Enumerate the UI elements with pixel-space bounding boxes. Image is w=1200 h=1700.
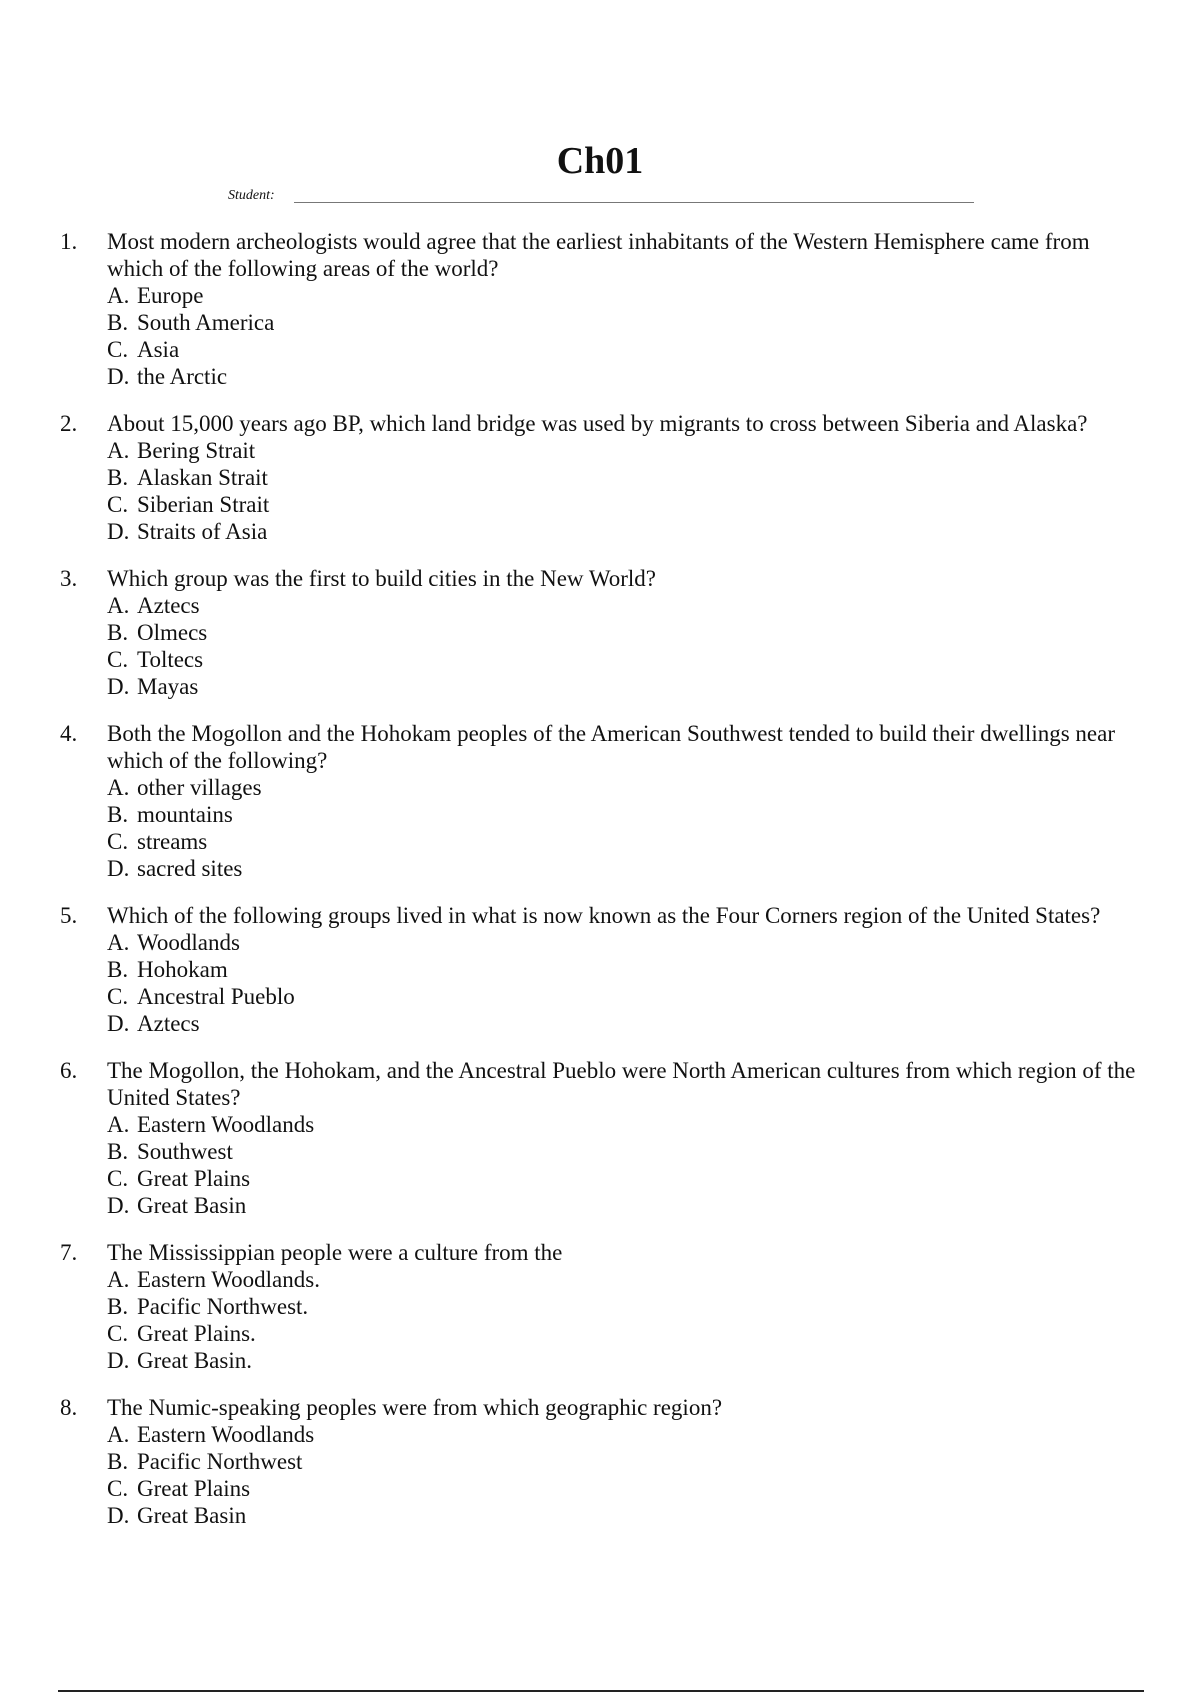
choice-text: Olmecs xyxy=(137,620,208,645)
answer-choice[interactable] xyxy=(107,1138,1140,1165)
answer-choice[interactable] xyxy=(107,282,1140,309)
question-text: The Mississippian people were a culture from the xyxy=(107,1240,563,1265)
choice-letter: A. xyxy=(107,1267,130,1292)
choice-text: Eastern Woodlands. xyxy=(137,1267,320,1292)
choice-letter: D. xyxy=(107,519,130,544)
question-list xyxy=(60,228,1140,1549)
question-item xyxy=(60,720,1140,882)
answer-choice[interactable] xyxy=(107,828,1140,855)
question-body xyxy=(107,1394,1140,1529)
answer-choice[interactable] xyxy=(107,363,1140,390)
footer-divider xyxy=(58,1690,1144,1692)
choice-letter: B. xyxy=(107,620,129,645)
question-item xyxy=(60,902,1140,1037)
answer-choice[interactable] xyxy=(107,1266,1140,1293)
question-number: 3. xyxy=(60,566,78,591)
question-number: 8. xyxy=(60,1395,78,1420)
question-body xyxy=(107,228,1140,390)
question-text: The Mogollon, the Hohokam, and the Ancestral Pueblo were North American cultures from which region of the United States? xyxy=(107,1058,1136,1110)
question-number: 4. xyxy=(60,721,78,746)
choice-letter: B. xyxy=(107,957,129,982)
question-text: Which of the following groups lived in what is now known as the Four Corners region of the United States? xyxy=(107,903,1101,928)
answer-choice[interactable] xyxy=(107,1320,1140,1347)
choice-letter: A. xyxy=(107,593,130,618)
choice-text: Eastern Woodlands xyxy=(137,1112,315,1137)
choice-letter: C. xyxy=(107,1166,129,1191)
question-text: Most modern archeologists would agree that the earliest inhabitants of the Western Hemisphere came from which of the following areas of the world? xyxy=(107,229,1090,281)
answer-choices xyxy=(107,282,1140,390)
choice-letter: B. xyxy=(107,802,129,827)
answer-choice[interactable] xyxy=(107,1010,1140,1037)
choice-letter: B. xyxy=(107,1139,129,1164)
question-body xyxy=(107,410,1140,545)
choice-letter: D. xyxy=(107,674,130,699)
answer-choice[interactable] xyxy=(107,801,1140,828)
choice-letter: C. xyxy=(107,492,129,517)
answer-choice[interactable] xyxy=(107,1421,1140,1448)
question-text: The Numic-speaking peoples were from which geographic region? xyxy=(107,1395,723,1420)
answer-choices xyxy=(107,437,1140,545)
answer-choice[interactable] xyxy=(107,592,1140,619)
question-body xyxy=(107,565,1140,700)
question-item xyxy=(60,228,1140,390)
choice-text: Southwest xyxy=(137,1139,233,1164)
choice-text: Mayas xyxy=(137,674,199,699)
answer-choices xyxy=(107,929,1140,1037)
choice-text: Asia xyxy=(137,337,180,362)
choice-text: Straits of Asia xyxy=(137,519,268,544)
answer-choices xyxy=(107,1111,1140,1219)
answer-choice[interactable] xyxy=(107,1448,1140,1475)
choice-text: Siberian Strait xyxy=(137,492,270,517)
choice-text: Aztecs xyxy=(137,1011,200,1036)
question-item xyxy=(60,1057,1140,1219)
answer-choice[interactable] xyxy=(107,619,1140,646)
choice-text: the Arctic xyxy=(137,364,228,389)
question-item xyxy=(60,565,1140,700)
student-name-line[interactable] xyxy=(294,202,974,203)
answer-choice[interactable] xyxy=(107,1165,1140,1192)
choice-letter: C. xyxy=(107,1476,129,1501)
choice-letter: A. xyxy=(107,438,130,463)
question-item xyxy=(60,1394,1140,1529)
answer-choices xyxy=(107,592,1140,700)
question-body xyxy=(107,720,1140,882)
choice-letter: A. xyxy=(107,930,130,955)
choice-letter: C. xyxy=(107,1321,129,1346)
choice-text: Europe xyxy=(137,283,204,308)
choice-text: sacred sites xyxy=(137,856,243,881)
choice-text: Great Basin xyxy=(137,1503,247,1528)
choice-letter: D. xyxy=(107,1348,130,1373)
choice-text: South America xyxy=(137,310,275,335)
answer-choices xyxy=(107,1266,1140,1374)
choice-letter: D. xyxy=(107,856,130,881)
choice-letter: C. xyxy=(107,984,129,1009)
choice-text: Great Basin. xyxy=(137,1348,252,1373)
answer-choice[interactable] xyxy=(107,437,1140,464)
choice-text: Great Plains. xyxy=(137,1321,256,1346)
student-label: Student: xyxy=(228,188,275,203)
answer-choices xyxy=(107,1421,1140,1529)
answer-choice[interactable] xyxy=(107,464,1140,491)
choice-letter: C. xyxy=(107,829,129,854)
choice-letter: D. xyxy=(107,364,130,389)
choice-letter: B. xyxy=(107,310,129,335)
question-item xyxy=(60,410,1140,545)
answer-choice[interactable] xyxy=(107,983,1140,1010)
choice-text: Aztecs xyxy=(137,593,200,618)
choice-letter: A. xyxy=(107,1112,130,1137)
answer-choice[interactable] xyxy=(107,673,1140,700)
question-text: About 15,000 years ago BP, which land bridge was used by migrants to cross between Siberia and Alaska? xyxy=(107,411,1088,436)
question-number: 1. xyxy=(60,229,78,254)
question-number: 7. xyxy=(60,1240,78,1265)
choice-text: Pacific Northwest xyxy=(137,1449,303,1474)
choice-text: Pacific Northwest. xyxy=(137,1294,309,1319)
choice-letter: D. xyxy=(107,1503,130,1528)
choice-letter: A. xyxy=(107,1422,130,1447)
question-text: Both the Mogollon and the Hohokam peoples of the American Southwest tended to build their dwellings near which of the following? xyxy=(107,721,1115,773)
answer-choice[interactable] xyxy=(107,929,1140,956)
answer-choice[interactable] xyxy=(107,956,1140,983)
choice-text: Woodlands xyxy=(137,930,240,955)
choice-letter: A. xyxy=(107,775,130,800)
choice-text: other villages xyxy=(137,775,262,800)
choice-text: Toltecs xyxy=(137,647,204,672)
question-item xyxy=(60,1239,1140,1374)
question-body xyxy=(107,902,1140,1037)
question-number: 2. xyxy=(60,411,78,436)
answer-choice[interactable] xyxy=(107,1475,1140,1502)
question-text: Which group was the first to build cities in the New World? xyxy=(107,566,656,591)
choice-text: streams xyxy=(137,829,208,854)
answer-choice[interactable] xyxy=(107,491,1140,518)
choice-text: Hohokam xyxy=(137,957,228,982)
answer-choice[interactable] xyxy=(107,1502,1140,1529)
question-number: 6. xyxy=(60,1058,78,1083)
choice-letter: C. xyxy=(107,647,129,672)
answer-choice[interactable] xyxy=(107,309,1140,336)
choice-text: mountains xyxy=(137,802,233,827)
choice-text: Bering Strait xyxy=(137,438,256,463)
choice-letter: B. xyxy=(107,465,129,490)
choice-letter: B. xyxy=(107,1294,129,1319)
answer-choice[interactable] xyxy=(107,855,1140,882)
answer-choice[interactable] xyxy=(107,518,1140,545)
choice-text: Ancestral Pueblo xyxy=(137,984,295,1009)
choice-text: Great Basin xyxy=(137,1193,247,1218)
answer-choice[interactable] xyxy=(107,1347,1140,1374)
answer-choice[interactable] xyxy=(107,646,1140,673)
choice-text: Great Plains xyxy=(137,1476,251,1501)
question-number: 5. xyxy=(60,903,78,928)
question-body xyxy=(107,1057,1140,1219)
choice-letter: D. xyxy=(107,1193,130,1218)
choice-letter: C. xyxy=(107,337,129,362)
page-title: Ch01 xyxy=(556,140,644,183)
answer-choice[interactable] xyxy=(107,1111,1140,1138)
answer-choices xyxy=(107,774,1140,882)
choice-letter: B. xyxy=(107,1449,129,1474)
choice-text: Alaskan Strait xyxy=(137,465,268,490)
answer-choice[interactable] xyxy=(107,336,1140,363)
choice-text: Eastern Woodlands xyxy=(137,1422,315,1447)
choice-text: Great Plains xyxy=(137,1166,251,1191)
question-body xyxy=(107,1239,1140,1374)
student-name-row xyxy=(228,186,974,210)
answer-choice[interactable] xyxy=(107,1293,1140,1320)
choice-letter: A. xyxy=(107,283,130,308)
answer-choice[interactable] xyxy=(107,1192,1140,1219)
choice-letter: D. xyxy=(107,1011,130,1036)
answer-choice[interactable] xyxy=(107,774,1140,801)
